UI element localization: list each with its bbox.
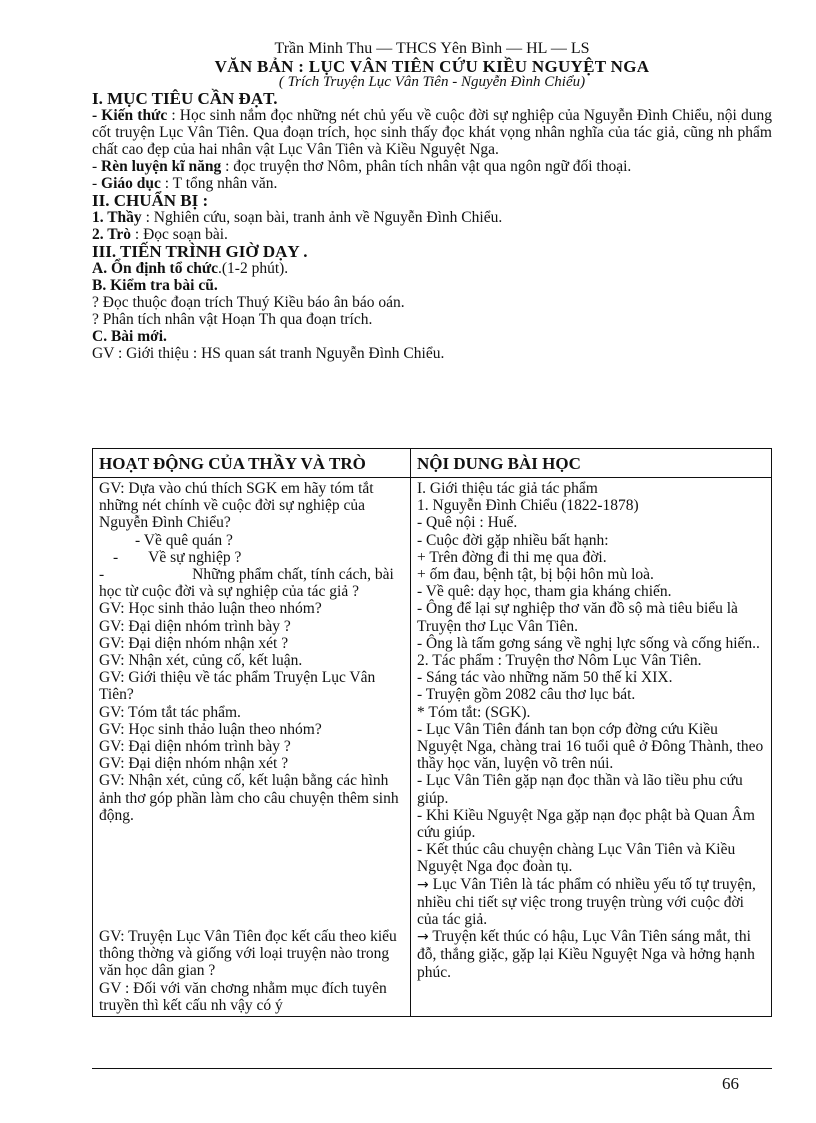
- career-question-text: Về sự nghiệp ?: [148, 548, 242, 566]
- arrow-right-icon: →: [417, 929, 429, 946]
- activity-line: GV: Dựa vào chú thích SGK em hãy tóm tắt những nét chính về cuộc đời sự nghiệp của Nguyễn Đình Chiểu?: [99, 480, 374, 532]
- knowledge-paragraph: [92, 107, 772, 158]
- content-line: + ốm đau, bệnh tật, bị bội hôn mù loà.: [417, 566, 654, 584]
- header-activities: HOẠT ĐỘNG CỦA THẦY VÀ TRÒ: [93, 449, 411, 478]
- step-c: [92, 328, 772, 345]
- activity-line: GV: Tóm tắt tác phẩm.: [99, 703, 241, 721]
- activity-line: GV: Học sinh thảo luận theo nhóm?: [99, 600, 322, 618]
- page-number: 66: [722, 1074, 739, 1093]
- document-title: VĂN BẢN : LỤC VÂN TIÊN CỨU KIỀU NGUYỆT NGA: [214, 57, 650, 76]
- content-line: - Khi Kiều Nguyệt Nga gặp nạn đọc phật bà Quan Âm cứu giúp.: [417, 806, 755, 842]
- activity-line: GV: Đại diện nhóm nhận xét ?: [99, 755, 289, 773]
- step-c-text: GV : Giới thiệu : HS quan sát tranh Nguyễn Đình Chiểu.: [92, 345, 445, 362]
- activity-line: GV: Nhận xét, củng cố, kết luận bằng các hình ảnh thơ góp phần làm cho câu chuyện thêm sinh động.: [99, 772, 399, 824]
- qualities-question-text: Những phẩm chất, tính cách, bài học từ cuộc đời và sự nghiệp của tác giả ?: [99, 566, 394, 601]
- activity-line: GV: Đại diện nhóm nhận xét ?: [99, 634, 289, 652]
- step-b-label: B. Kiểm tra bài cũ.: [92, 277, 218, 294]
- activity-line: GV: Đại diện nhóm trình bày ?: [99, 738, 291, 756]
- arrow-text: Truyện kết thúc có hậu, Lục Vân Tiên sáng mắt, thi đỗ, thắng giặc, gặp lại Kiều Nguyệt Nga và hởng hạnh phúc.: [417, 928, 755, 981]
- content-line: 2. Tác phẩm : Truyện thơ Nôm Lục Vân Tiên.: [417, 652, 702, 670]
- student-label: 2. Trò: [92, 226, 132, 243]
- step-a-label: A. Ổn định tổ chức: [92, 260, 219, 277]
- skills-prefix: -: [92, 158, 102, 175]
- teacher-text: : Nghiên cứu, soạn bài, tranh ảnh về Nguyễn Đình Chiểu.: [141, 209, 503, 226]
- section-heading-objectives: I. MỤC TIÊU CẦN ĐẠT.: [92, 89, 278, 108]
- content-cell: [411, 478, 772, 1017]
- content-line: - Lục Vân Tiên đánh tan bọn cớp đờng cứu Kiều Nguyệt Nga, chàng trai 16 tuổi quê ở Đông Thành, theo thầy học văn, luyện võ trên núi.: [417, 720, 764, 773]
- arrow-text: Lục Vân Tiên là tác phẩm có nhiều yếu tố tự truyện, nhiều chi tiết sự việc trong truyện trùng với cuộc đời của tác giả.: [417, 875, 756, 929]
- step-c-label: C. Bài mới.: [92, 328, 167, 345]
- student-prep: [92, 226, 772, 243]
- table-header-row: [93, 449, 772, 478]
- education-label: Giáo dục: [101, 175, 161, 192]
- step-a: [92, 260, 772, 277]
- content-line: - Về quê: dạy học, tham gia kháng chiến.: [417, 583, 672, 601]
- footer-divider: [92, 1068, 772, 1069]
- education-prefix: -: [92, 175, 102, 192]
- bullet-dash: -: [113, 548, 119, 566]
- step-b: [92, 277, 772, 294]
- content-line: - Sáng tác vào những năm 50 thế kỉ XIX.: [417, 669, 673, 687]
- education-text: : T tổng nhân văn.: [160, 175, 278, 192]
- activities-cell: [93, 478, 411, 1017]
- skills-paragraph: [92, 158, 772, 175]
- step-a-text: .(1-2 phút).: [218, 260, 289, 277]
- arrow-right-icon: →: [417, 876, 429, 893]
- document-page: [92, 40, 772, 362]
- section-heading-procedure: III. TIẾN TRÌNH GIỜ DẠY .: [92, 242, 308, 261]
- table-row: [93, 478, 772, 1017]
- page-header: Trần Minh Thu — THCS Yên Bình — HL — LS: [274, 40, 590, 57]
- lesson-table: [92, 448, 772, 1017]
- content-line: - Truyện gồm 2082 câu thơ lục bát.: [417, 686, 636, 704]
- student-text: : Đọc soạn bài.: [131, 226, 228, 243]
- activity-line: GV: Truyện Lục Vân Tiên đọc kết cấu theo kiểu thông thờng và giống với loại truyện nào trong văn học dân gian ?: [99, 928, 397, 980]
- content-line: - Ông là tấm gơng sáng về nghị lực sống và cống hiến..: [417, 634, 760, 652]
- education-paragraph: [92, 175, 772, 192]
- skills-label: Rèn luyện kĩ năng: [101, 158, 222, 175]
- content-line-arrow: [417, 876, 765, 929]
- activity-line: GV: Đại diện nhóm trình bày ?: [99, 617, 291, 635]
- bullet-dash: -: [99, 566, 105, 584]
- skills-text: : đọc truyện thơ Nôm, phân tích nhân vật qua ngôn ngữ đối thoại.: [221, 158, 632, 175]
- content-line-arrow: [417, 928, 765, 981]
- activity-question-qualities: [99, 566, 404, 600]
- step-b-question-1: ? Đọc thuộc đoạn trích Thuý Kiều báo ân báo oán.: [92, 294, 405, 311]
- activity-question-hometown: - Về quê quán ?: [135, 531, 233, 549]
- knowledge-text: : Học sinh nắm đọc những nét chủ yếu về cuộc đời sự nghiệp của Nguyễn Đình Chiểu, nội dung cốt truyện Lục Vân Tiên. Qua đoạn trích, học sinh thấy đọc khát vọng nhân nghĩa của tác giả, cũng nh phẩm chất cao đẹp của hai nhân vật Lục Vân Tiên và Kiều Nguyệt Nga.: [92, 107, 772, 158]
- content-line: - Ông để lại sự nghiệp thơ văn đồ sộ mà tiêu biểu là Truyện thơ Lục Vân Tiên.: [417, 600, 738, 635]
- content-line: - Cuộc đời gặp nhiều bất hạnh:: [417, 531, 609, 549]
- activity-line: GV: Nhận xét, củng cố, kết luận.: [99, 652, 303, 670]
- activity-line: GV: Học sinh thảo luận theo nhóm?: [99, 720, 322, 738]
- content-line: * Tóm tắt: (SGK).: [417, 703, 531, 721]
- content-line: 1. Nguyễn Đình Chiểu (1822-1878): [417, 497, 639, 515]
- header-content: NỘI DUNG BÀI HỌC: [411, 449, 772, 478]
- teacher-label: 1. Thầy: [92, 209, 142, 226]
- section-heading-preparation: II. CHUẨN BỊ :: [92, 191, 209, 210]
- activity-line: GV : Đối với văn chơng nhằm mục đích tuyên truyền thì kết cấu nh vậy có ý: [99, 979, 387, 1014]
- content-line: - Kết thúc câu chuyện chàng Lục Vân Tiên và Kiều Nguyệt Nga đọc đoàn tụ.: [417, 841, 736, 876]
- content-line: - Quê nội : Huế.: [417, 514, 518, 532]
- teacher-prep: [92, 209, 772, 226]
- objectives-section: [92, 90, 772, 362]
- knowledge-label: - Kiến thức: [92, 107, 168, 124]
- step-b-question-2: ? Phân tích nhân vật Hoạn Th qua đoạn trích.: [92, 311, 373, 328]
- spacer: [99, 824, 404, 928]
- activity-question-career: [99, 549, 404, 566]
- document-subtitle: ( Trích Truyện Lục Vân Tiên - Nguyễn Đình Chiểu): [278, 74, 586, 90]
- content-line: + Trên đờng đi thi mẹ qua đời.: [417, 548, 607, 566]
- content-line: - Lục Vân Tiên gặp nạn đọc thần và lão tiều phu cứu giúp.: [417, 772, 743, 807]
- activity-line: GV: Giới thiệu về tác phẩm Truyện Lục Vân Tiên?: [99, 669, 376, 704]
- content-line: I. Giới thiệu tác giả tác phẩm: [417, 480, 598, 497]
